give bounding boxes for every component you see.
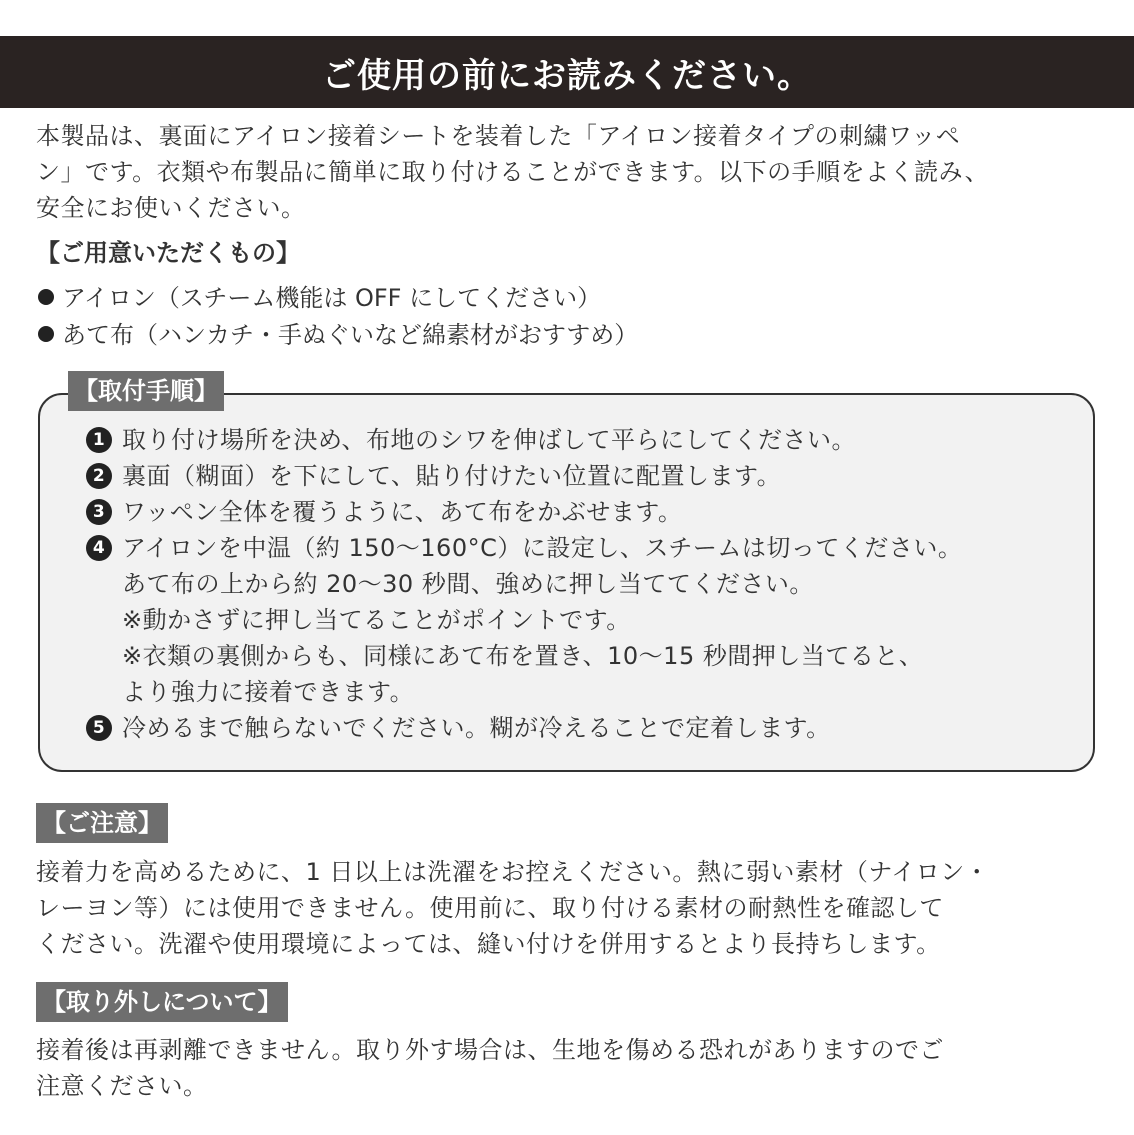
page-title: ご使用の前にお読みください。 — [0, 36, 1134, 108]
intro-line: ン」です。衣類や布製品に簡単に取り付けることができます。以下の手順をよく読み、 — [36, 158, 990, 186]
list-item — [38, 280, 638, 317]
procedure-steps — [86, 422, 962, 746]
step-text: 裏面（糊面）を下にして、貼り付けたい位置に配置します。 — [122, 462, 782, 490]
prepare-list — [38, 280, 638, 354]
list-item-text: アイロン（スチーム機能は OFF にしてください） — [62, 284, 602, 312]
step-text: ワッペン全体を覆うように、あて布をかぶせます。 — [122, 498, 683, 526]
step-2 — [86, 458, 962, 494]
step-number-icon: 4 — [86, 535, 112, 561]
step-text: 冷めるまで触らないでください。糊が冷えることで定着します。 — [122, 714, 831, 742]
step-5 — [86, 710, 962, 746]
step-number-icon: 3 — [86, 499, 112, 525]
step-note-continued: より強力に接着できます。 — [122, 678, 415, 706]
caution-line: 接着力を高めるために、1 日以上は洗濯をお控えください。熱に弱い素材（ナイロン・ — [36, 858, 990, 886]
removal-text — [36, 1032, 1111, 1104]
intro-line: 本製品は、裏面にアイロン接着シートを装着した「アイロン接着タイプの刺繍ワッペ — [36, 122, 961, 150]
caution-line: ください。洗濯や使用環境によっては、縫い付けを併用するとより長持ちします。 — [36, 930, 941, 958]
intro-text — [36, 118, 1111, 226]
prepare-heading: 【ご用意いただくもの】 — [36, 239, 300, 267]
step-1 — [86, 422, 962, 458]
caution-text — [36, 854, 1111, 962]
list-item — [38, 317, 638, 354]
step-text: アイロンを中温（約 150〜160°C）に設定し、スチームは切ってください。 — [122, 534, 963, 562]
step-number-icon: 1 — [86, 427, 112, 453]
procedure-heading: 【取付手順】 — [68, 371, 224, 411]
removal-line: 接着後は再剥離できません。取り外す場合は、生地を傷める恐れがありますのでご — [36, 1036, 944, 1064]
caution-heading: 【ご注意】 — [36, 803, 168, 843]
step-note: ※動かさずに押し当てることがポイントです。 — [122, 606, 631, 634]
step-3 — [86, 494, 962, 530]
removal-line: 注意ください。 — [36, 1072, 208, 1100]
step-4 — [86, 530, 962, 566]
list-item-text: あて布（ハンカチ・手ぬぐいなど綿素材がおすすめ） — [62, 321, 639, 349]
intro-line: 安全にお使いください。 — [36, 194, 306, 222]
step-number-icon: 5 — [86, 715, 112, 741]
bullet-icon — [38, 289, 54, 305]
step-text-continued: あて布の上から約 20〜30 秒間、強めに押し当ててください。 — [122, 570, 814, 598]
step-text: 取り付け場所を決め、布地のシワを伸ばして平らにしてください。 — [122, 426, 857, 454]
removal-heading: 【取り外しについて】 — [36, 982, 288, 1022]
caution-line: レーヨン等）には使用できません。使用前に、取り付ける素材の耐熱性を確認して — [36, 894, 944, 922]
bullet-icon — [38, 326, 54, 342]
step-number-icon: 2 — [86, 463, 112, 489]
step-note: ※衣類の裏側からも、同様にあて布を置き、10〜15 秒間押し当てると、 — [122, 642, 924, 670]
